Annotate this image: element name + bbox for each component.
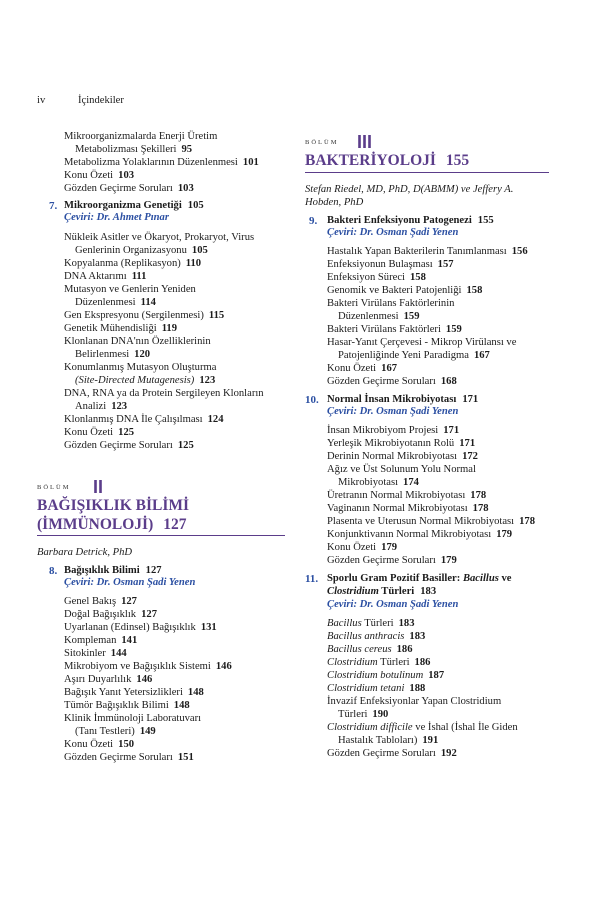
toc-entry: Sitokinler 144 bbox=[64, 648, 127, 659]
toc-entry: Konu Özeti 179 bbox=[327, 542, 398, 553]
toc-entry: Enfeksiyonun Bulaşması 157 bbox=[327, 259, 454, 270]
toc-entry: DNA Aktarımı 111 bbox=[64, 271, 147, 282]
part-roman-numeral: III bbox=[357, 132, 373, 152]
toc-entry: DNA, RNA ya da Protein Sergileyen Klonların bbox=[64, 388, 264, 399]
chapter-translator: Çeviri: Dr. Ahmet Pınar bbox=[64, 212, 169, 223]
part-author: Barbara Detrick, PhD bbox=[37, 547, 133, 558]
toc-entry: Clostridium tetani 188 bbox=[327, 683, 426, 694]
toc-entry: Enfeksiyon Süreci 158 bbox=[327, 272, 426, 283]
toc-entry: Mutasyon ve Genlerin Yeniden bbox=[64, 284, 196, 295]
chapter-title: Sporlu Gram Pozitif Basiller: Bacillus ve bbox=[327, 573, 512, 584]
toc-entry: Mikrobiyotası 174 bbox=[338, 477, 419, 488]
toc-entry: Kompleman 141 bbox=[64, 635, 138, 646]
toc-entry: İnsan Mikrobiyom Projesi 171 bbox=[327, 425, 460, 436]
toc-entry: Analizi 123 bbox=[75, 401, 128, 412]
toc-entry: Bakteri Virülans Faktörleri 159 bbox=[327, 324, 462, 335]
toc-entry: Gen Ekspresyonu (Sergilenmesi) 115 bbox=[64, 310, 225, 321]
part-author: Hobden, PhD bbox=[305, 197, 364, 208]
toc-entry: Klonlanmış DNA İle Çalışılması 124 bbox=[64, 414, 224, 425]
toc-entry: Bakteri Virülans Faktörlerinin bbox=[327, 298, 455, 309]
toc-entry: Gözden Geçirme Soruları 125 bbox=[64, 440, 194, 451]
toc-entry: Klonlanan DNA'nın Özelliklerinin bbox=[64, 336, 211, 347]
toc-entry: Bacillus Türleri 183 bbox=[327, 618, 415, 629]
chapter-number: 10. bbox=[305, 394, 319, 406]
toc-entry: Tümör Bağışıklık Bilimi 148 bbox=[64, 700, 190, 711]
toc-entry: Bacillus anthracis 183 bbox=[327, 631, 426, 642]
toc-entry: Metabolizma Yolaklarının Düzenlenmesi 101 bbox=[64, 157, 259, 168]
toc-entry: Hastalık Tabloları) 191 bbox=[338, 735, 439, 746]
toc-entry: Gözden Geçirme Soruları 192 bbox=[327, 748, 457, 759]
toc-entry: Konu Özeti 150 bbox=[64, 739, 135, 750]
running-header: İçindekiler bbox=[78, 95, 124, 106]
toc-entry: Aşırı Duyarlılık 146 bbox=[64, 674, 153, 685]
toc-entry: Kopyalanma (Replikasyon) 110 bbox=[64, 258, 202, 269]
toc-entry: Konu Özeti 103 bbox=[64, 170, 135, 181]
toc-entry: Gözden Geçirme Soruları 103 bbox=[64, 183, 194, 194]
toc-entry: Plasenta ve Uterusun Normal Mikrobiyotası 178 bbox=[327, 516, 536, 527]
toc-entry: Nükleik Asitler ve Ökaryot, Prokaryot, Virus bbox=[64, 232, 255, 243]
part-title: BAĞIŞIKLIK BİLİMİ bbox=[37, 497, 190, 514]
chapter-translator: Çeviri: Dr. Osman Şadi Yenen bbox=[327, 599, 459, 610]
toc-entry: Konjunktivanın Normal Mikrobiyotası 179 bbox=[327, 529, 513, 540]
toc-entry: Düzenlenmesi 159 bbox=[338, 311, 420, 322]
toc-entry: Konumlanmış Mutasyon Oluşturma bbox=[64, 362, 217, 373]
part-roman-numeral: II bbox=[93, 477, 104, 497]
part-rule bbox=[37, 535, 285, 536]
part-title: BAKTERİYOLOJİ 155 bbox=[305, 152, 470, 169]
page-numeral: iv bbox=[37, 95, 46, 106]
toc-entry: Clostridium difficile ve İshal (İshal İle Giden bbox=[327, 722, 518, 733]
toc-entry: Uyarlanan (Edinsel) Bağışıklık 131 bbox=[64, 622, 217, 633]
toc-entry: Clostridium Türleri 186 bbox=[327, 657, 431, 668]
toc-entry: Üretranın Normal Mikrobiyotası 178 bbox=[327, 490, 487, 501]
chapter-translator: Çeviri: Dr. Osman Şadi Yenen bbox=[327, 227, 459, 238]
part-author: Stefan Riedel, MD, PhD, D(ABMM) ve Jeffery A. bbox=[305, 184, 514, 195]
chapter-title: Bakteri Enfeksiyonu Patogenezi 155 bbox=[327, 215, 494, 226]
toc-entry: Bağışık Yanıt Yetersizlikleri 148 bbox=[64, 687, 204, 698]
toc-entry: Genel Bakış 127 bbox=[64, 596, 137, 607]
toc-entry: Hastalık Yapan Bakterilerin Tanımlanması 156 bbox=[327, 246, 528, 257]
toc-entry: Belirlenmesi 120 bbox=[75, 349, 151, 360]
toc-entry: Doğal Bağışıklık 127 bbox=[64, 609, 157, 620]
chapter-number: 9. bbox=[309, 215, 318, 227]
part-label: BÖLÜM bbox=[305, 139, 339, 146]
toc-entry: Bacillus cereus 186 bbox=[327, 644, 413, 655]
chapter-number: 11. bbox=[305, 573, 319, 585]
toc-entry: Konu Özeti 167 bbox=[327, 363, 398, 374]
toc-entry: Genomik ve Bakteri Patojenliği 158 bbox=[327, 285, 483, 296]
chapter-translator: Çeviri: Dr. Osman Şadi Yenen bbox=[64, 577, 196, 588]
toc-entry: Düzenlenmesi 114 bbox=[75, 297, 156, 308]
toc-entry: Genetik Mühendisliği 119 bbox=[64, 323, 177, 334]
toc-entry: Türleri 190 bbox=[338, 709, 389, 720]
part-title: (İMMÜNOLOJİ) 127 bbox=[37, 516, 187, 533]
toc-entry: Klinik İmmünoloji Laboratuvarı bbox=[64, 713, 202, 724]
toc-entry: Clostridium botulinum 187 bbox=[327, 670, 445, 681]
chapter-title: Normal İnsan Mikrobiyotası 171 bbox=[327, 394, 479, 405]
toc-entry: Patojenliğinde Yeni Paradigma 167 bbox=[338, 350, 490, 361]
toc-entry: Gözden Geçirme Soruları 168 bbox=[327, 376, 457, 387]
toc-entry: Konu Özeti 125 bbox=[64, 427, 135, 438]
chapter-number: 8. bbox=[49, 565, 58, 577]
toc-entry: (Site-Directed Mutagenesis) 123 bbox=[75, 375, 216, 386]
part-rule bbox=[305, 172, 549, 173]
toc-entry: Mikroorganizmalarda Enerji Üretim bbox=[64, 131, 218, 142]
chapter-title: Clostridium Türleri 183 bbox=[327, 586, 437, 597]
chapter-translator: Çeviri: Dr. Osman Şadi Yenen bbox=[327, 406, 459, 417]
toc-entry: Derinin Normal Mikrobiyotası 172 bbox=[327, 451, 478, 462]
toc-entry: Genlerinin Organizasyonu 105 bbox=[75, 245, 208, 256]
chapter-number: 7. bbox=[49, 200, 58, 212]
toc-entry: Ağız ve Üst Solunum Yolu Normal bbox=[327, 464, 476, 475]
toc-entry: (Tanı Testleri) 149 bbox=[75, 726, 156, 737]
toc-entry: Hasar-Yanıt Çerçevesi - Mikrop Virülansı ve bbox=[327, 337, 517, 348]
chapter-title: Bağışıklık Bilimi 127 bbox=[64, 565, 162, 576]
toc-entry: Gözden Geçirme Soruları 179 bbox=[327, 555, 457, 566]
toc-entry: İnvazif Enfeksiyonlar Yapan Clostridium bbox=[327, 696, 502, 707]
toc-entry: Metabolizması Şekilleri 95 bbox=[75, 144, 193, 155]
toc-entry: Yerleşik Mikrobiyotanın Rolü 171 bbox=[327, 438, 476, 449]
toc-entry: Vaginanın Normal Mikrobiyotası 178 bbox=[327, 503, 489, 514]
chapter-title: Mikroorganizma Genetiği 105 bbox=[64, 200, 204, 211]
toc-entry: Gözden Geçirme Soruları 151 bbox=[64, 752, 194, 763]
toc-entry: Mikrobiyom ve Bağışıklık Sistemi 146 bbox=[64, 661, 232, 672]
part-label: BÖLÜM bbox=[37, 484, 71, 491]
